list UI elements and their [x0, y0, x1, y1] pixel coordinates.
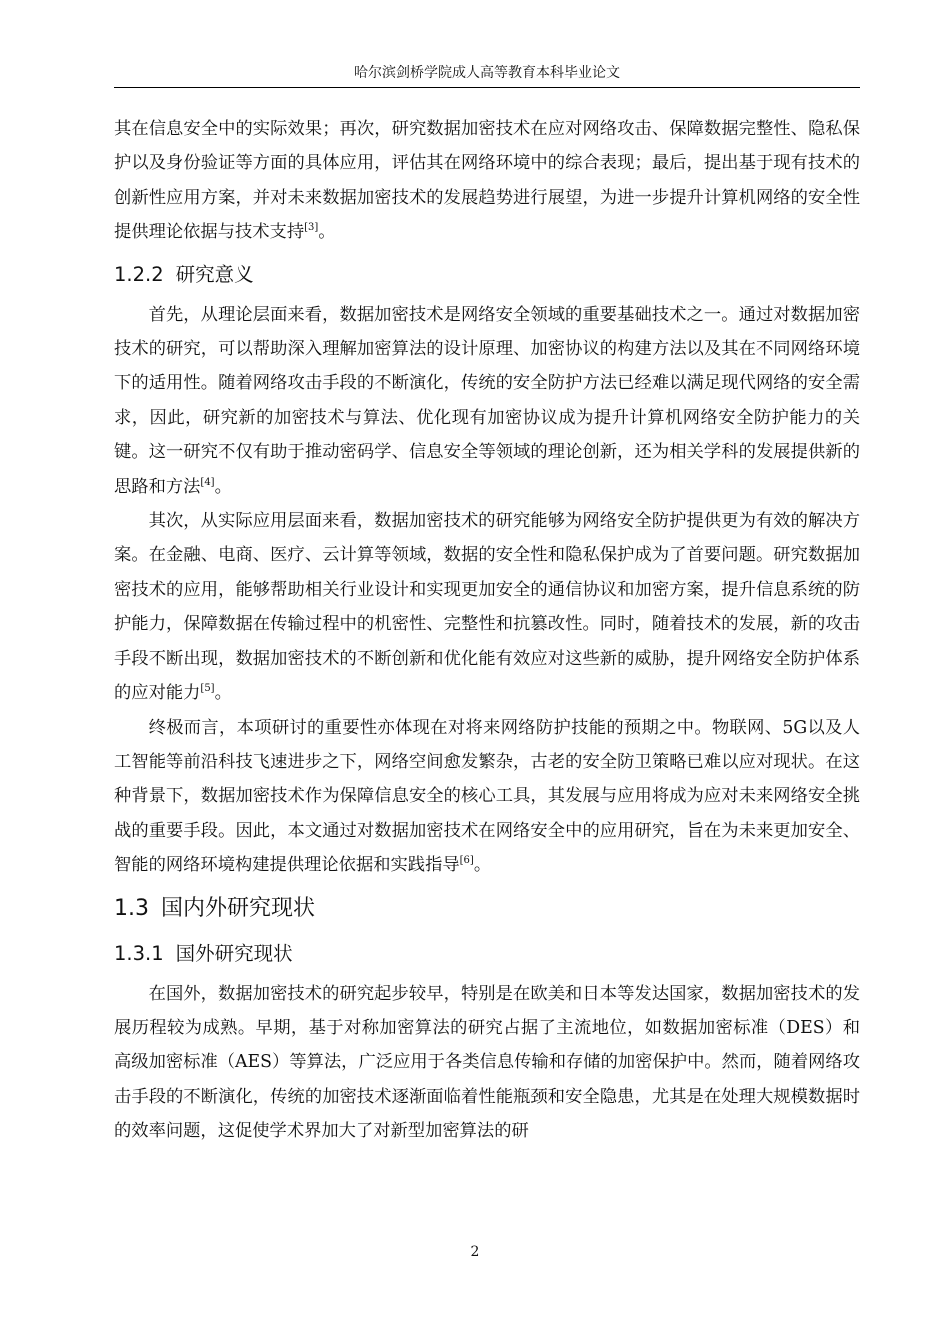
- paragraph: [114, 711, 860, 883]
- section-title: 国内外研究现状: [161, 895, 316, 921]
- paragraph: [114, 504, 860, 710]
- paragraph-text: 其在信息安全中的实际效果；再次，研究数据加密技术在应对网络攻击、保障数据完整性、隐私保护以及身份验证等方面的具体应用，评估其在网络环境中的综合表现；最后，提出基于现有技术的创新性应用方案，并对未来数据加密技术的发展趋势进行展望，为进一步提升计算机网络的安全性提供理论依据与技术支持: [114, 119, 860, 243]
- paragraph: [114, 298, 860, 504]
- page-number: 2: [470, 1244, 480, 1260]
- section-heading-1-3: [114, 889, 860, 929]
- citation-ref: [4]: [200, 476, 215, 488]
- citation-ref: [3]: [304, 222, 319, 234]
- paragraph: [114, 977, 860, 1149]
- paragraph-end: 。: [473, 855, 492, 876]
- page-body: [114, 112, 860, 1149]
- section-heading-1-3-1: [114, 935, 860, 973]
- citation-ref: [6]: [459, 855, 474, 867]
- running-header: 哈尔滨剑桥学院成人高等教育本科毕业论文: [354, 65, 620, 81]
- paragraph-continued: [114, 112, 860, 250]
- section-title: 研究意义: [175, 262, 254, 286]
- section-heading-1-2-2: [114, 256, 860, 294]
- paragraph-text: 终极而言，本项研讨的重要性亦体现在对将来网络防护技能的预期之中。物联网、5G以及人工智能等前沿科技飞速进步之下，网络空间愈发繁杂，古老的安全防卫策略已难以应对现状。在这种背景下，数据加密技术作为保障信息安全的核心工具，其发展与应用将成为应对未来网络安全挑战的重要手段。因此，本文通过对数据加密技术在网络安全中的应用研究，旨在为未来更加安全、智能的网络环境构建提供理论依据和实践指导: [114, 717, 860, 876]
- section-title: 国外研究现状: [175, 941, 293, 965]
- citation-ref: [5]: [200, 683, 215, 695]
- section-number: 1.3.1: [114, 941, 164, 965]
- paragraph-text: 首先，从理论层面来看，数据加密技术是网络安全领域的重要基础技术之一。通过对数据加密技术的研究，可以帮助深入理解加密算法的设计原理、加密协议的构建方法以及其在不同网络环境下的适用性。随着网络攻击手段的不断演化，传统的安全防护方法已经难以满足现代网络的安全需求，因此，研究新的加密技术与算法、优化现有加密协议成为提升计算机网络安全防护能力的关键。这一研究不仅有助于推动密码学、信息安全等领域的理论创新，还为相关学科的发展提供新的思路和方法: [114, 304, 860, 497]
- paragraph-end: 。: [318, 222, 336, 243]
- section-number: 1.2.2: [114, 262, 164, 286]
- section-number: 1.3: [114, 895, 149, 921]
- paragraph-end: 。: [214, 683, 232, 704]
- paragraph-text: 在国外，数据加密技术的研究起步较早，特别是在欧美和日本等发达国家，数据加密技术的发展历程较为成熟。早期，基于对称加密算法的研究占据了主流地位，如数据加密标准（DES）和高级加密标准（AES）等算法，广泛应用于各类信息传输和存储的加密保护中。然而，随着网络攻击手段的不断演化，传统的加密技术逐渐面临着性能瓶颈和安全隐患，尤其是在处理大规模数据时的效率问题，这促使学术界加大了对新型加密算法的研: [114, 983, 860, 1142]
- header-rule: [114, 87, 860, 88]
- paragraph-end: 。: [214, 476, 232, 497]
- paragraph-text: 其次，从实际应用层面来看，数据加密技术的研究能够为网络安全防护提供更为有效的解决方案。在金融、电商、医疗、云计算等领域，数据的安全性和隐私保护成为了首要问题。研究数据加密技术的应用，能够帮助相关行业设计和实现更加安全的通信协议和加密方案，提升信息系统的防护能力，保障数据在传输过程中的机密性、完整性和抗篡改性。同时，随着技术的发展，新的攻击手段不断出现，数据加密技术的不断创新和优化能有效应对这些新的威胁，提升网络安全防护体系的应对能力: [114, 511, 860, 704]
